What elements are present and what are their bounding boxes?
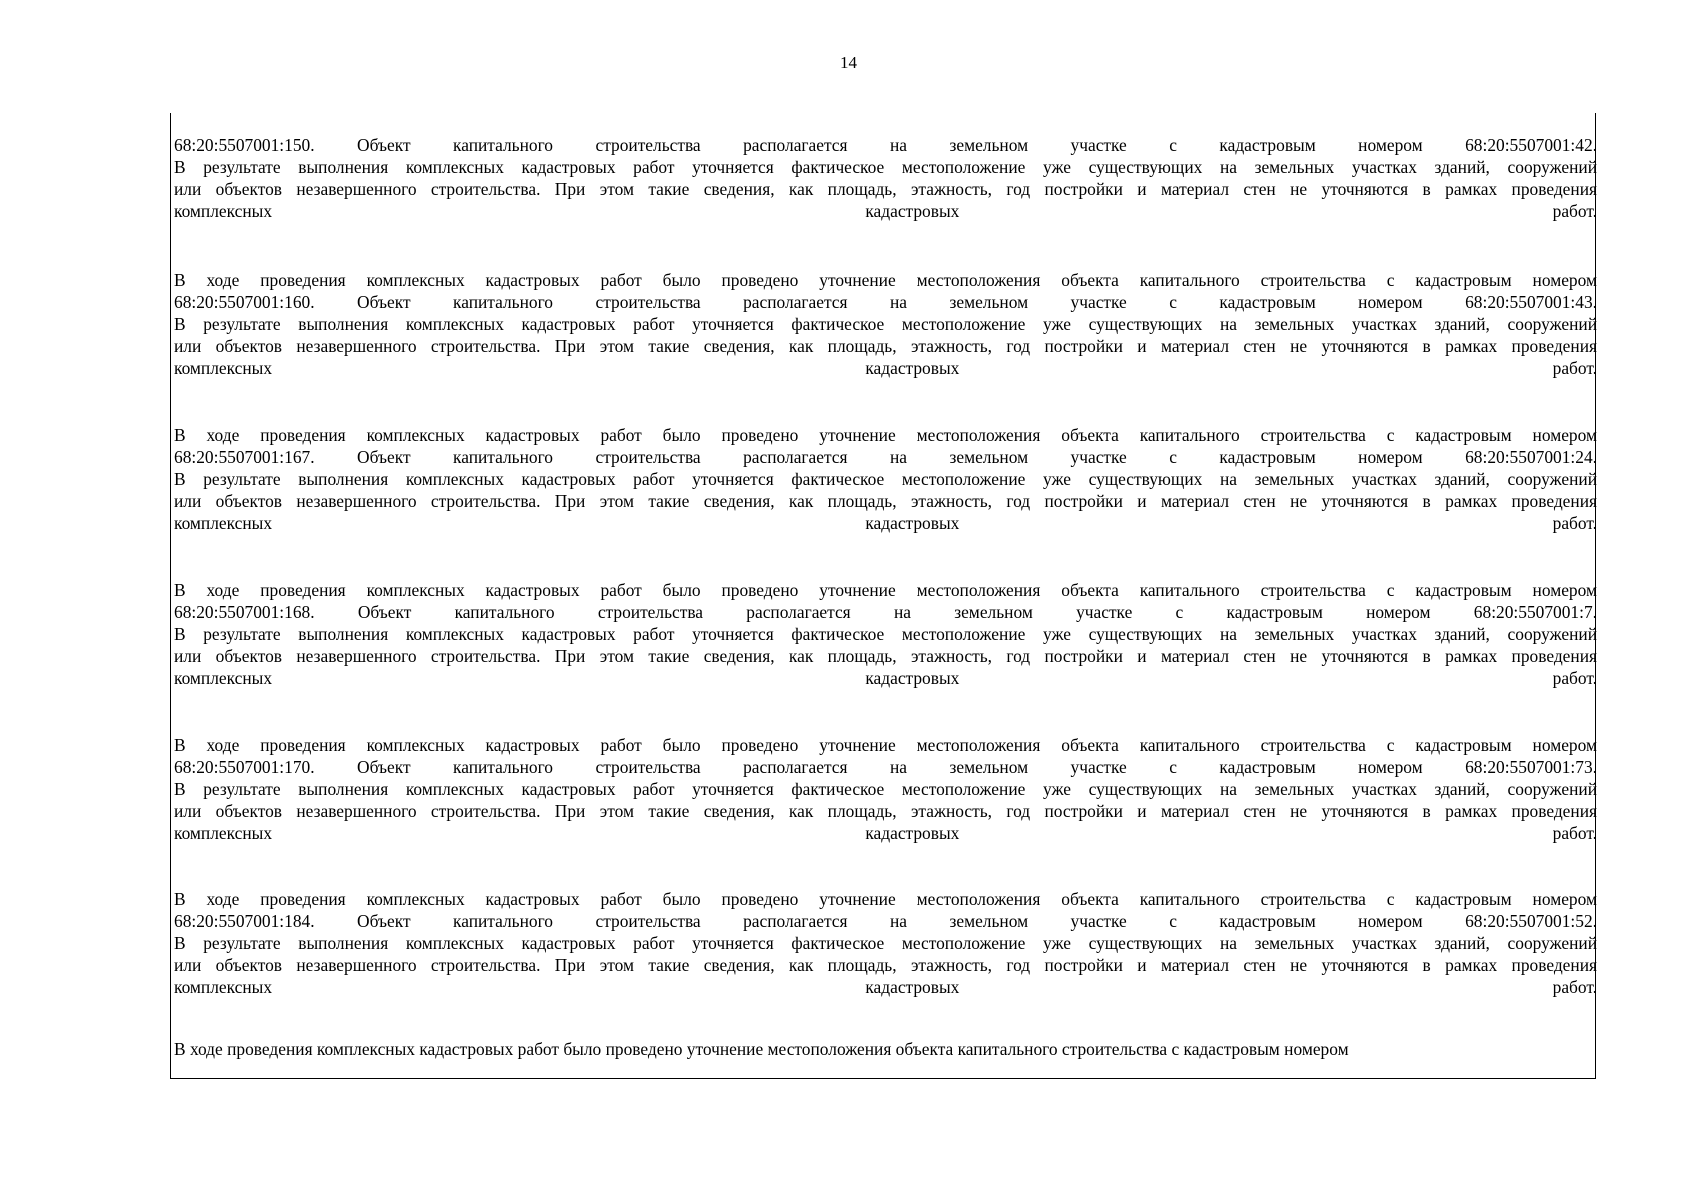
paragraph-line: В ходе проведения комплексных кадастровых работ было проведено уточнение местоположения объекта капитального строительства с кадастровым номером (174, 425, 1597, 445)
paragraph-1 (174, 134, 1597, 222)
paragraph-3 (174, 424, 1597, 534)
paragraph-2 (174, 269, 1597, 379)
paragraph-line: или объектов незавершенного строительства. При этом такие сведения, как площадь, этажность, год постройки и материал стен не уточняются в рамках проведения (174, 491, 1597, 511)
paragraph-line: В результате выполнения комплексных кадастровых работ уточняется фактическое местоположение уже существующих на земельных участках зданий, сооружений (174, 469, 1597, 489)
paragraph-line: 68:20:5507001:167. Объект капитального строительства располагается на земельном участке с кадастровым номером 68:20:5507001:24. (174, 447, 1597, 467)
paragraph-line: В результате выполнения комплексных кадастровых работ уточняется фактическое местоположение уже существующих на земельных участках зданий, сооружений (174, 314, 1597, 334)
paragraph-line: В ходе проведения комплексных кадастровых работ было проведено уточнение местоположения объекта капитального строительства с кадастровым номером (174, 889, 1597, 909)
paragraph-line: комплексных кадастровых работ. (174, 201, 1597, 221)
paragraph-5 (174, 734, 1597, 844)
paragraph-line: или объектов незавершенного строительства. При этом такие сведения, как площадь, этажность, год постройки и материал стен не уточняются в рамках проведения (174, 646, 1597, 666)
paragraph-line: комплексных кадастровых работ. (174, 668, 1597, 688)
paragraph-4 (174, 579, 1597, 689)
paragraph-line: 68:20:5507001:168. Объект капитального строительства располагается на земельном участке с кадастровым номером 68:20:5507001:7. (174, 602, 1597, 622)
paragraph-line: В ходе проведения комплексных кадастровых работ было проведено уточнение местоположения объекта капитального строительства с кадастровым номером (174, 735, 1597, 755)
paragraph-line: комплексных кадастровых работ. (174, 513, 1597, 533)
paragraph-line: 68:20:5507001:170. Объект капитального строительства располагается на земельном участке с кадастровым номером 68:20:5507001:73. (174, 757, 1597, 777)
paragraph-line: 68:20:5507001:184. Объект капитального строительства располагается на земельном участке с кадастровым номером 68:20:5507001:52. (174, 911, 1597, 931)
paragraph-line: или объектов незавершенного строительства. При этом такие сведения, как площадь, этажность, год постройки и материал стен не уточняются в рамках проведения (174, 801, 1597, 821)
paragraph-line: В ходе проведения комплексных кадастровых работ было проведено уточнение местоположения объекта капитального строительства с кадастровым номером (174, 270, 1597, 290)
paragraph-line: В результате выполнения комплексных кадастровых работ уточняется фактическое местоположение уже существующих на земельных участках зданий, сооружений (174, 779, 1597, 799)
paragraph-line: В результате выполнения комплексных кадастровых работ уточняется фактическое местоположение уже существующих на земельных участках зданий, сооружений (174, 624, 1597, 644)
paragraph-line: В результате выполнения комплексных кадастровых работ уточняется фактическое местоположение уже существующих на земельных участках зданий, сооружений (174, 157, 1597, 177)
paragraph-line: В результате выполнения комплексных кадастровых работ уточняется фактическое местоположение уже существующих на земельных участках зданий, сооружений (174, 933, 1597, 953)
paragraph-6 (174, 888, 1597, 998)
paragraph-line: 68:20:5507001:150. Объект капитального строительства располагается на земельном участке с кадастровым номером 68:20:5507001:42. (174, 135, 1597, 155)
paragraph-line: комплексных кадастровых работ. (174, 977, 1597, 997)
paragraph-line: В ходе проведения комплексных кадастровых работ было проведено уточнение местоположения объекта капитального строительства с кадастровым номером (174, 580, 1597, 600)
paragraph-7: В ходе проведения комплексных кадастровых работ было проведено уточнение местоположения объекта капитального строительства с кадастровым номером (174, 1039, 1349, 1059)
page-number: 14 (840, 53, 857, 72)
paragraph-line: или объектов незавершенного строительства. При этом такие сведения, как площадь, этажность, год постройки и материал стен не уточняются в рамках проведения (174, 336, 1597, 356)
paragraph-line: комплексных кадастровых работ. (174, 358, 1597, 378)
paragraph-line: или объектов незавершенного строительства. При этом такие сведения, как площадь, этажность, год постройки и материал стен не уточняются в рамках проведения (174, 955, 1597, 975)
paragraph-line: комплексных кадастровых работ. (174, 823, 1597, 843)
paragraph-line: 68:20:5507001:160. Объект капитального строительства располагается на земельном участке с кадастровым номером 68:20:5507001:43. (174, 292, 1597, 312)
paragraph-line: или объектов незавершенного строительства. При этом такие сведения, как площадь, этажность, год постройки и материал стен не уточняются в рамках проведения (174, 179, 1597, 199)
